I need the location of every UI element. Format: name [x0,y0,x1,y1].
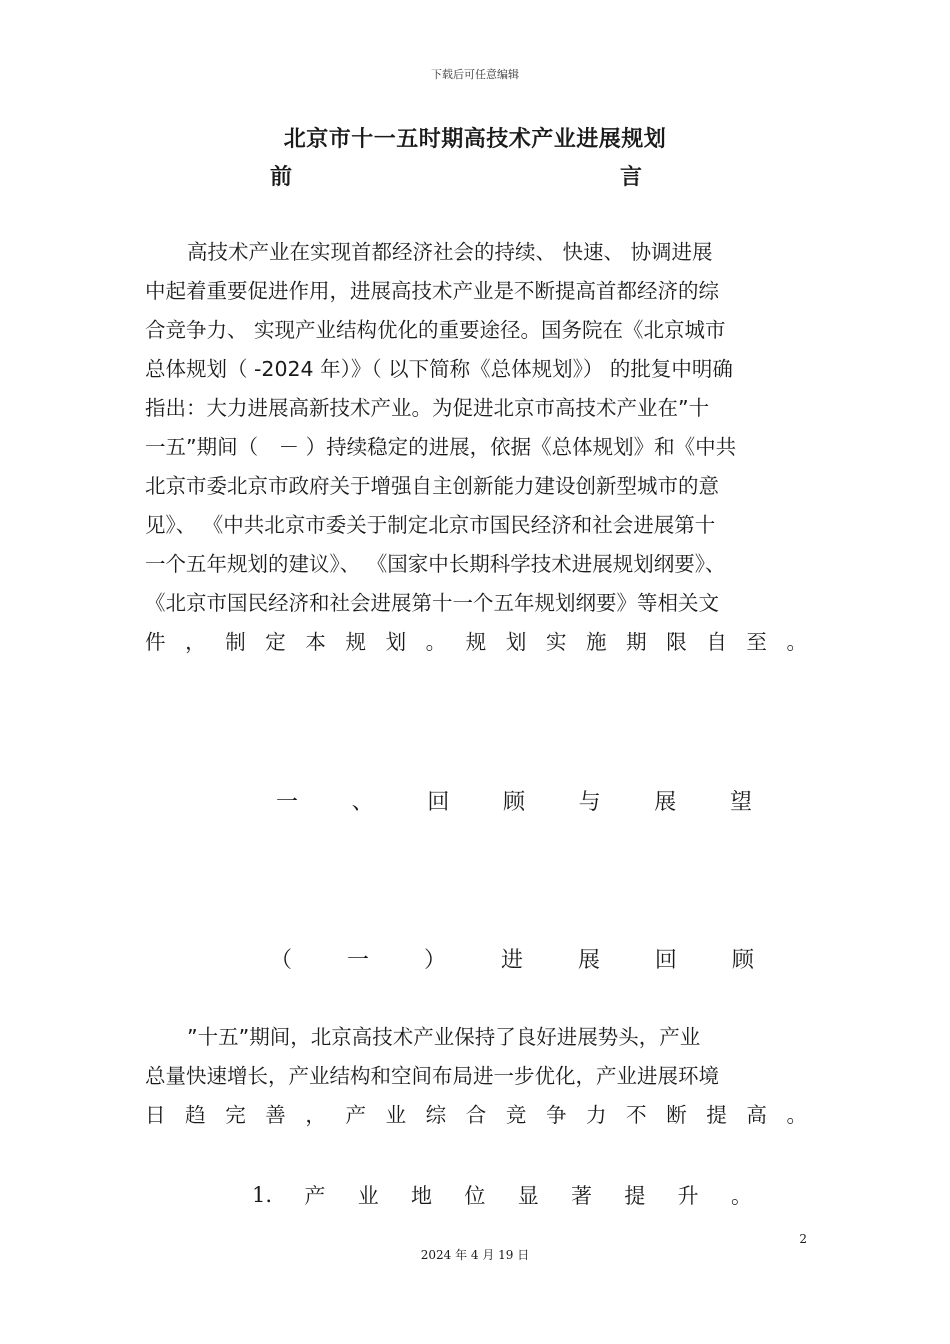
section-heading [276,785,752,816]
preface-heading [270,160,642,191]
item-heading-char: 地 [411,1184,433,1208]
paragraph-char: 。 [425,630,447,654]
paragraph-char: 完 [225,1103,246,1127]
section-heading-char: 顾 [502,790,525,815]
page-number: 2 [799,1232,807,1246]
section-heading-char: 回 [427,790,450,815]
review-paragraph [145,1018,807,1135]
section-heading-char: 一 [276,790,299,815]
section-heading-char: 展 [654,790,677,815]
item-heading-char: 位 [464,1184,486,1208]
item-heading-char: 提 [624,1184,646,1208]
paragraph-char: 限 [666,630,687,654]
paragraph-last-line [145,1096,807,1135]
paragraph-char: 。 [786,630,807,654]
subsection-heading-char: 一 [346,948,369,973]
subsection-heading [270,943,754,974]
paragraph-char: 本 [305,630,326,654]
paragraph-char: 综 [425,1103,447,1127]
footer-date: 2024 年 4 月 19 日 [420,1248,530,1262]
section-heading-char: 与 [578,790,601,815]
header-note: 下载后可任意编辑 [431,68,519,81]
paragraph-line: ”十五”期间，北京高技术产业保持了良好进展势头，产业 [187,1025,701,1049]
paragraph-char: 竞 [505,1103,527,1127]
paragraph-line: 合竞争力、 实现产业结构优化的重要途径。国务院在《北京城市 [145,318,726,342]
paragraph-char: 制 [225,630,246,654]
document-title: 北京市十一五时期高技术产业进展规划 [283,127,667,152]
item-number: 1. [252,1183,273,1207]
paragraph-line: 一五”期间（ － ）持续稳定的进展，依据《总体规划》和《中共 [145,435,737,459]
paragraph-line: 《北京市国民经济和社会进展第十一个五年规划纲要》等相关文 [145,591,719,615]
paragraph-char: 合 [465,1103,487,1127]
section-heading-char: 、 [351,790,374,815]
subsection-heading-char: 进 [500,948,523,973]
paragraph-char: ， [305,1103,326,1127]
paragraph-char: 期 [626,630,647,654]
subsection-heading-char: 顾 [731,948,754,973]
preface-heading-char: 言 [619,165,642,190]
paragraph-char: 自 [706,630,727,654]
item-heading-char: 。 [731,1184,752,1208]
paragraph-char: 趋 [185,1103,206,1127]
paragraph-line: 北京市委北京市政府关于增强自主创新能力建设创新型城市的意 [145,474,719,498]
preface-paragraph [145,233,807,662]
paragraph-line: 中起着重要促进作用，进展高技术产业是不断提高首都经济的综 [145,279,719,303]
paragraph-line: 总体规划（ -2024 年）》（ 以下简称《总体规划》） 的批复中明确 [145,357,733,381]
item-heading [252,1180,752,1210]
paragraph-char: 实 [545,630,567,654]
paragraph-char: 业 [385,1103,407,1127]
paragraph-last-line [145,623,807,662]
subsection-heading-char: ） [423,948,446,973]
paragraph-char: 善 [265,1103,286,1127]
paragraph-line: 指出：大力进展高新技术产业。为促进北京市高技术产业在”十 [145,396,710,420]
paragraph-char: 不 [626,1103,647,1127]
paragraph-char: 提 [706,1103,727,1127]
section-heading-char: 望 [729,790,752,815]
paragraph-char: 力 [586,1103,607,1127]
paragraph-char: 。 [786,1103,807,1127]
paragraph-char: 划 [505,630,527,654]
item-heading-char: 业 [357,1184,379,1208]
item-heading-char: 显 [517,1184,539,1208]
paragraph-char: 规 [345,630,366,654]
paragraph-char: 产 [345,1103,366,1127]
paragraph-char: ， [185,630,206,654]
paragraph-char: 施 [586,630,607,654]
paragraph-char: 日 [145,1103,166,1127]
subsection-heading-char: 回 [654,948,677,973]
paragraph-line: 见》、 《中共北京市委关于制定北京市国民经济和社会进展第十 [145,513,716,537]
paragraph-line: 高技术产业在实现首都经济社会的持续、 快速、 协调进展 [187,240,713,264]
paragraph-char: 件 [145,630,166,654]
paragraph-line: 一个五年规划的建议》、 《国家中长期科学技术进展规划纲要》、 [145,552,726,576]
paragraph-char: 争 [545,1103,567,1127]
paragraph-char: 规 [465,630,487,654]
paragraph-char: 断 [666,1103,687,1127]
paragraph-char: 定 [265,630,286,654]
paragraph-char: 至 [746,630,767,654]
item-heading-char: 升 [677,1184,699,1208]
subsection-heading-char: （ [270,948,293,973]
subsection-heading-char: 展 [577,948,600,973]
preface-heading-char: 前 [270,165,293,190]
paragraph-char: 高 [746,1103,767,1127]
item-heading-char: 产 [304,1184,326,1208]
item-heading-char: 著 [571,1184,593,1208]
paragraph-char: 划 [385,630,407,654]
paragraph-line: 总量快速增长，产业结构和空间布局进一步优化，产业进展环境 [145,1064,719,1088]
